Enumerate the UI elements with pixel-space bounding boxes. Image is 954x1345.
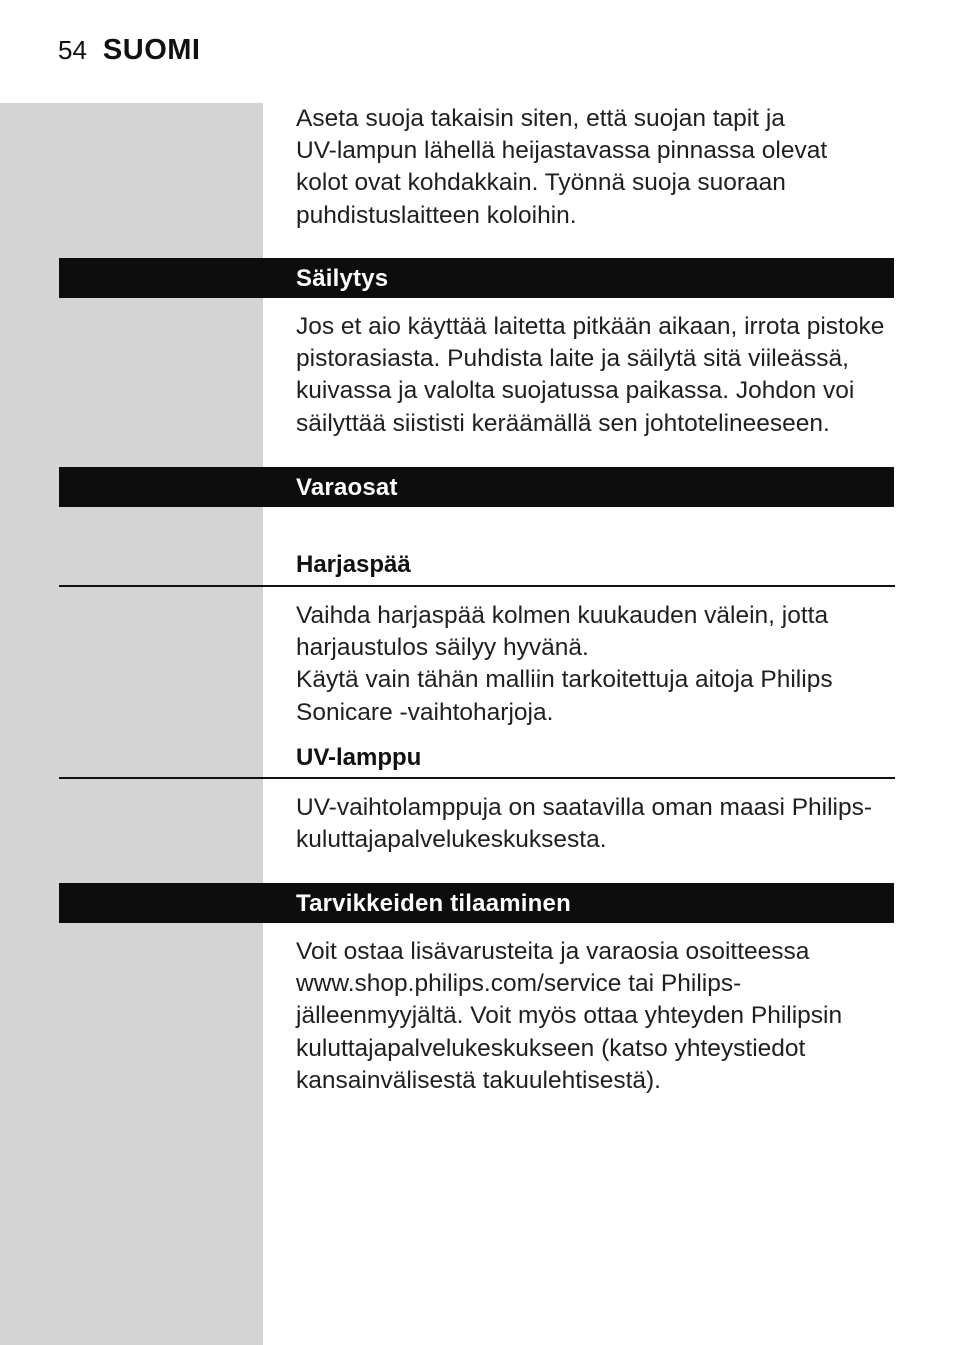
subsection-rule-brush-head bbox=[59, 585, 895, 587]
brush-head-paragraph: Vaihda harjaspää kolmen kuukauden välein, jotta harjaustulos säilyy hyvänä. Käytä vain tähän malliin tarkoitettuja aitoja Philips Sonicare -vaihtoharjoja. bbox=[296, 602, 833, 726]
ordering-paragraph: Voit ostaa lisävarusteita ja varaosia osoitteessa www.shop.philips.com/service tai Philips- jälleenmyyjältä. Voit myös ottaa yhteyden Philipsin kuluttajapalvelukeskukseen (katso yhteystiedot kansainvälisestä takuulehtisestä). bbox=[296, 938, 843, 1094]
section-title-storage: Säilytys bbox=[296, 265, 389, 292]
section-bar-ordering bbox=[59, 883, 894, 923]
language-title: SUOMI bbox=[102, 34, 201, 66]
section-bar-spare-parts bbox=[59, 467, 894, 507]
section-bar-storage bbox=[59, 258, 894, 298]
subsection-title-uv-lamp: UV-lamppu bbox=[296, 744, 422, 771]
subsection-rule-uv-lamp bbox=[59, 777, 895, 779]
uv-lamp-paragraph: UV-vaihtolamppuja on saatavilla oman maasi Philips- kuluttajapalvelukeskuksesta. bbox=[296, 794, 873, 854]
storage-paragraph: Jos et aio käyttää laitetta pitkään aikaan, irrota pistoke pistorasiasta. Puhdista laite ja säilytä sitä viileässä, kuivassa ja valolta suojatussa paikassa. Johdon voi säilyttää siististi keräämällä sen johtotelineeseen. bbox=[296, 313, 885, 437]
page-header bbox=[58, 34, 200, 74]
subsection-title-brush-head: Harjaspää bbox=[296, 551, 411, 578]
page-number: 54 bbox=[58, 35, 87, 65]
section-title-ordering: Tarvikkeiden tilaaminen bbox=[296, 890, 571, 917]
intro-paragraph: Aseta suoja takaisin siten, että suojan tapit ja UV-lampun lähellä heijastavassa pinnassa olevat kolot ovat kohdakkain. Työnnä suoja suoraan puhdistuslaitteen koloihin. bbox=[296, 105, 828, 229]
section-title-spare-parts: Varaosat bbox=[296, 474, 398, 501]
